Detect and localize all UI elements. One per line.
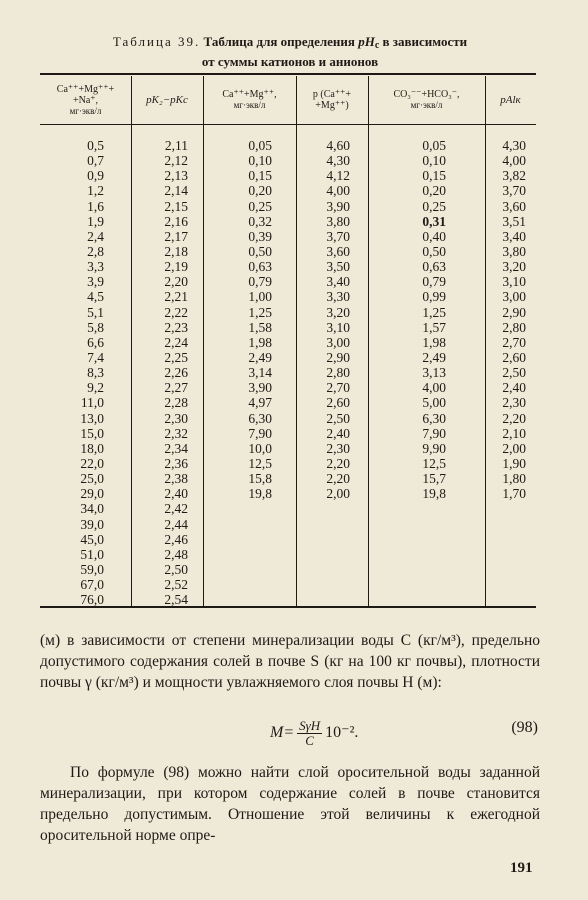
table-cell: 2,8 — [87, 243, 104, 259]
table-cell: 1,9 — [87, 213, 104, 229]
table-cell: 2,40 — [326, 425, 350, 441]
table-cell: 2,48 — [164, 546, 188, 562]
table-cell: 3,20 — [502, 259, 526, 275]
column-divider — [131, 76, 132, 606]
table-cell: 0,63 — [248, 259, 272, 275]
table-header-rule — [40, 124, 536, 125]
table-cell: 2,23 — [164, 319, 188, 335]
table-cell: 2,16 — [164, 213, 188, 229]
table-cell: 1,25 — [248, 304, 272, 320]
table-cell: 3,80 — [326, 213, 350, 229]
table-cell: 2,28 — [164, 395, 188, 411]
table-cell: 12,5 — [248, 455, 272, 471]
table-cell: 3,00 — [502, 289, 526, 305]
table-cell: 9,90 — [422, 440, 446, 456]
table-cell: 19,8 — [422, 486, 446, 502]
table-cell: 3,51 — [502, 213, 526, 229]
table-cell: 29,0 — [80, 486, 104, 502]
table-cell: 2,44 — [164, 516, 188, 532]
header-p-ca-mg: p (Ca⁺⁺+ +Mg⁺⁺) — [312, 89, 352, 111]
table-cell: 8,3 — [87, 365, 104, 381]
table-cell: 2,30 — [502, 395, 526, 411]
table-cell: 2,49 — [248, 349, 272, 365]
formula-label: (98) — [511, 719, 538, 736]
table-cell: 1,25 — [422, 304, 446, 320]
table-cell: 0,25 — [422, 198, 446, 214]
table-cell: 25,0 — [80, 471, 104, 487]
table-cell: 2,11 — [164, 138, 188, 153]
table-cell: 0,32 — [248, 213, 272, 229]
header-carbonates: CO₃⁻⁻+HCO₃⁻, мг·экв/л — [393, 89, 460, 110]
table-cell: 2,4 — [87, 228, 104, 244]
table-cell: 3,70 — [326, 228, 350, 244]
table-cell: 5,8 — [87, 319, 104, 335]
table-cell: 2,13 — [164, 168, 188, 184]
table-cell: 10,0 — [248, 440, 272, 456]
table-cell: 0,05 — [248, 138, 272, 153]
table-cell: 2,18 — [164, 243, 188, 259]
column-divider — [296, 76, 297, 606]
table-cell: 0,79 — [422, 274, 446, 290]
table-cell: 15,0 — [80, 425, 104, 441]
table-cell: 2,36 — [164, 455, 188, 471]
table-cell: 2,10 — [502, 425, 526, 441]
table-cell: 0,5 — [87, 138, 104, 153]
formula-98: M= $\frac{\text{SγH}}{C}$ 10⁻². (98) — [270, 718, 538, 748]
table-cell: 0,15 — [248, 168, 272, 184]
table-cell: 3,9 — [87, 274, 104, 290]
table-cell: 7,90 — [248, 425, 272, 441]
column-carbonates — [400, 138, 446, 501]
column-cations — [60, 138, 104, 607]
column-divider — [203, 76, 204, 606]
table-cell: 1,70 — [502, 486, 526, 502]
table-cell: 2,50 — [326, 410, 350, 426]
table-cell: 3,3 — [87, 259, 104, 275]
table-cell: 4,30 — [502, 138, 526, 153]
table-cell: 9,2 — [87, 380, 104, 396]
table-cell: 2,38 — [164, 471, 188, 487]
column-pk — [140, 138, 188, 607]
table-cell: 2,24 — [164, 334, 188, 350]
table-cell: 3,13 — [422, 365, 446, 381]
table-cell: 2,80 — [502, 319, 526, 335]
table-cell: 2,32 — [164, 425, 188, 441]
table-cell: 2,15 — [164, 198, 188, 214]
table-cell: 0,31 — [422, 213, 446, 229]
table-cell: 4,30 — [326, 153, 350, 169]
table-cell: 1,58 — [248, 319, 272, 335]
header-cations: Ca⁺⁺+Mg⁺⁺+ +Na⁺, мг·экв/л — [56, 83, 115, 116]
table-cell: 4,00 — [326, 183, 350, 199]
table-cell: 3,60 — [502, 198, 526, 214]
table-cell: 2,60 — [502, 349, 526, 365]
table-cell: 0,50 — [248, 243, 272, 259]
table-cell: 4,97 — [248, 395, 272, 411]
table-cell: 2,50 — [164, 561, 188, 577]
table-cell: 1,00 — [248, 289, 272, 305]
table-cell: 1,98 — [248, 334, 272, 350]
table-cell: 2,20 — [326, 455, 350, 471]
table-cell: 22,0 — [80, 455, 104, 471]
table-cell: 3,30 — [326, 289, 350, 305]
table-cell: 6,6 — [87, 334, 104, 350]
table-cell: 39,0 — [80, 516, 104, 532]
table-cell: 76,0 — [80, 592, 104, 608]
table-cell: 51,0 — [80, 546, 104, 562]
header-pk: pK₂−pKc — [146, 93, 188, 106]
table-cell: 2,70 — [326, 380, 350, 396]
table-cell: 2,50 — [502, 365, 526, 381]
table-cell: 0,20 — [422, 183, 446, 199]
table-cell: 5,00 — [422, 395, 446, 411]
table-cell: 2,30 — [326, 440, 350, 456]
table-cell: 12,5 — [422, 455, 446, 471]
table-cell: 2,90 — [502, 304, 526, 320]
table-cell: 18,0 — [80, 440, 104, 456]
table-cell: 0,50 — [422, 243, 446, 259]
table-caption — [40, 34, 540, 70]
table-cell: 11,0 — [80, 395, 104, 411]
table-cell: 2,14 — [164, 183, 188, 199]
table-cell: 3,14 — [248, 365, 272, 381]
table-cell: 0,39 — [248, 228, 272, 244]
paragraph-2: По формуле (98) можно найти слой оросительной воды заданной минерализации, при котором содержание солей в почве становится предельно допустимым. Отношение этой величины к ежегодной оросительной норме опре- — [40, 764, 540, 844]
table-cell: 2,20 — [164, 274, 188, 290]
table-cell: 45,0 — [80, 531, 104, 547]
table-cell: 1,2 — [87, 183, 104, 199]
table-cell: 2,20 — [326, 471, 350, 487]
table-cell: 2,21 — [164, 289, 188, 305]
table-cell: 7,4 — [87, 349, 104, 365]
table-cell: 2,20 — [502, 410, 526, 426]
table-cell: 19,8 — [248, 486, 272, 502]
table-cell: 0,99 — [422, 289, 446, 305]
table-cell: 2,54 — [164, 592, 188, 608]
table-cell: 4,12 — [326, 168, 350, 184]
table-cell: 2,26 — [164, 365, 188, 381]
table-cell: 6,30 — [248, 410, 272, 426]
table-cell: 1,98 — [422, 334, 446, 350]
table-cell: 2,49 — [422, 349, 446, 365]
table-cell: 0,05 — [422, 138, 446, 153]
column-ca-mg — [226, 138, 272, 501]
table-cell: 1,6 — [87, 198, 104, 214]
table-cell: 2,52 — [164, 577, 188, 593]
table-cell: 3,40 — [326, 274, 350, 290]
table-cell: 1,90 — [502, 455, 526, 471]
table-cell: 4,5 — [87, 289, 104, 305]
table-cell: 2,80 — [326, 365, 350, 381]
table-cell: 2,70 — [502, 334, 526, 350]
table-cell: 3,10 — [326, 319, 350, 335]
table-cell: 7,90 — [422, 425, 446, 441]
table-title-line2: от суммы катионов и анионов — [201, 54, 379, 69]
table-cell: 3,60 — [326, 243, 350, 259]
table-cell: 0,15 — [422, 168, 446, 184]
table-cell: 0,40 — [422, 228, 446, 244]
table-cell: 0,7 — [87, 153, 104, 169]
header-ca-mg: Ca⁺⁺+Mg⁺⁺, мг·экв/л — [222, 89, 277, 110]
table-cell: 0,20 — [248, 183, 272, 199]
table-bottom-rule — [40, 606, 536, 608]
table-cell: 3,80 — [502, 243, 526, 259]
table-top-rule — [40, 73, 536, 75]
table-cell: 6,30 — [422, 410, 446, 426]
table-cell: 3,70 — [502, 183, 526, 199]
table-cell: 5,1 — [87, 304, 104, 320]
table-cell: 0,10 — [422, 153, 446, 169]
table-title: Таблица для определения $pH_c$ в зависимости — [203, 34, 468, 51]
table-cell: 2,27 — [164, 380, 188, 396]
column-p-ca-mg — [304, 138, 350, 501]
table-cell: 3,50 — [326, 259, 350, 275]
table-cell: 2,12 — [164, 153, 188, 169]
table-cell: 3,00 — [326, 334, 350, 350]
table-cell: 13,0 — [80, 410, 104, 426]
table-cell: 0,25 — [248, 198, 272, 214]
table-cell: 15,7 — [422, 471, 446, 487]
table-cell: 15,8 — [248, 471, 272, 487]
table-cell: 3,40 — [502, 228, 526, 244]
header-palk: pAlк — [500, 93, 521, 106]
table-cell: 2,00 — [502, 440, 526, 456]
page-number: 191 — [510, 860, 533, 876]
table-cell: 3,90 — [248, 380, 272, 396]
paragraph-1: (м) в зависимости от степени минерализации воды C (кг/м³), предельно допустимого содержания солей в почве S (кг на 100 кг почвы), плотности почвы γ (кг/м³) и мощности увлажняемого слоя почвы H (м): — [40, 632, 540, 691]
table-cell: 1,80 — [502, 471, 526, 487]
table-cell: 2,40 — [502, 380, 526, 396]
table-cell: 4,00 — [502, 153, 526, 169]
column-divider — [368, 76, 369, 606]
column-palk — [486, 138, 526, 501]
table-cell: 67,0 — [80, 577, 104, 593]
table-cell: 2,22 — [164, 304, 188, 320]
table-cell: 3,10 — [502, 274, 526, 290]
table-cell: 4,00 — [422, 380, 446, 396]
table-cell: 2,34 — [164, 440, 188, 456]
table-cell: 2,19 — [164, 259, 188, 275]
table-cell: 0,9 — [87, 168, 104, 184]
table-cell: 2,17 — [164, 228, 188, 244]
table-cell: 2,40 — [164, 486, 188, 502]
table-cell: 0,10 — [248, 153, 272, 169]
table-cell: 2,46 — [164, 531, 188, 547]
table-number: Таблица 39. — [112, 34, 201, 49]
table-cell: 2,60 — [326, 395, 350, 411]
table-cell: 3,90 — [326, 198, 350, 214]
table-cell: 3,20 — [326, 304, 350, 320]
table-cell: 34,0 — [80, 501, 104, 517]
table-cell: 3,82 — [502, 168, 526, 184]
table-cell: 0,63 — [422, 259, 446, 275]
table-cell: 0,79 — [248, 274, 272, 290]
table-cell: 2,25 — [164, 349, 188, 365]
table-cell: 1,57 — [422, 319, 446, 335]
table-cell: 2,30 — [164, 410, 188, 426]
table-cell: 2,90 — [326, 349, 350, 365]
table-cell: 2,00 — [326, 486, 350, 502]
table-cell: 2,42 — [164, 501, 188, 517]
table-cell: 4,60 — [326, 138, 350, 153]
table-cell: 59,0 — [80, 561, 104, 577]
